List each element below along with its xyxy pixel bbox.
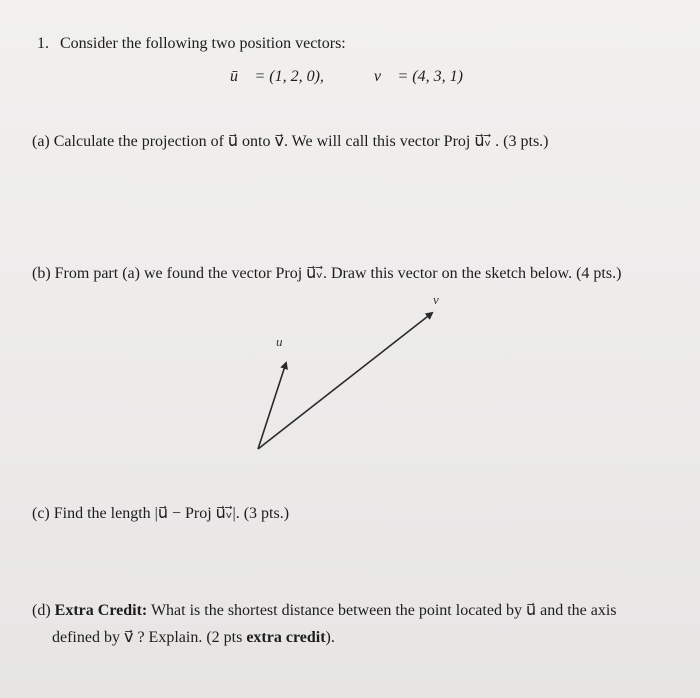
question-number: 1. (37, 35, 49, 52)
part-b-text: (b) From part (a) we found the vector Proj u⃗ᵥ⃗. Draw this vector on the sketch below. (4 pts.) (32, 265, 622, 282)
part-d-line-2 (52, 627, 335, 647)
part-a-text: (a) Calculate the projection of u⃗ onto v⃗. We will call this vector Proj u⃗ᵥ⃗ . (3 pts.) (32, 133, 549, 150)
question-intro: Consider the following two position vectors: (60, 35, 346, 52)
v-definition: v⃗ = (4, 3, 1) (373, 68, 463, 85)
part-d-question: What is the shortest distance between the point located by u⃗ and the axis (147, 602, 617, 619)
part-d-line-1 (32, 600, 617, 620)
part-c-text: (c) Find the length |u⃗ − Proj u⃗ᵥ⃗|. (3 pts.) (32, 505, 290, 522)
part-d-question-cont: defined by v⃗ ? Explain. (2 pts (52, 629, 247, 646)
extra-credit-label: Extra Credit: (54, 602, 148, 619)
extra-credit-note: extra credit (246, 629, 326, 646)
v-vector-label: v⃗ (433, 292, 449, 307)
u-vector-arrow (258, 363, 286, 449)
u-definition: ū⃗ = (1, 2, 0), (230, 68, 324, 85)
u-vector-label: u⃗ (276, 334, 293, 349)
part-d-question-end: ). (325, 629, 335, 646)
part-d-label: (d) (32, 602, 55, 619)
